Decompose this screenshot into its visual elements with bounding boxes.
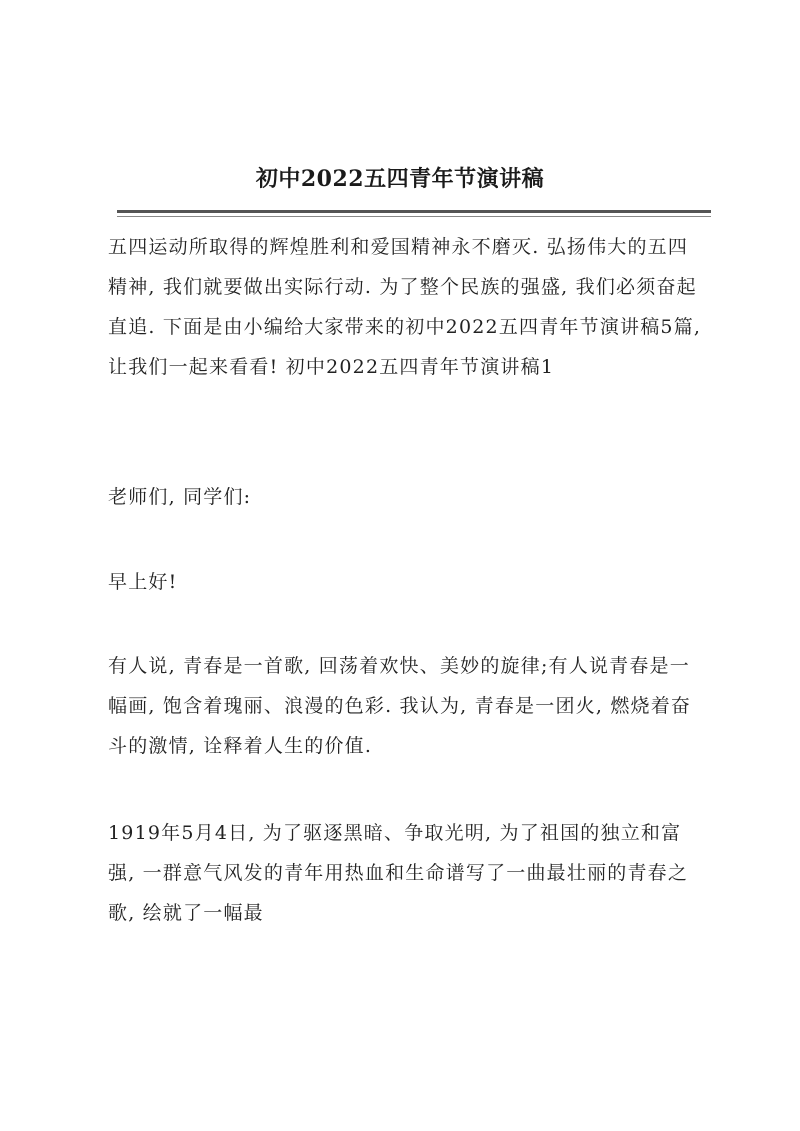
intro-paragraph: 五四运动所取得的辉煌胜利和爱国精神永不磨灭. 弘扬伟大的五四精神, 我们就要做出实际行动. 为了整个民族的强盛, 我们必须奋起直追. 下面是由小编给大家带来的初中2022五四青年节演讲稿5篇, 让我们一起来看看! 初中2022五四青年节演讲稿1 [108,236,702,378]
youth-paragraph: 有人说, 青春是一首歌, 回荡着欢快、美妙的旋律;有人说青春是一幅画, 饱含着瑰丽、浪漫的色彩. 我认为, 青春是一团火, 燃烧着奋斗的激情, 诠释着人生的价值. [108,655,692,757]
title-divider [117,210,711,213]
history-paragraph: 1919年5月4日, 为了驱逐黑暗、争取光明, 为了祖国的独立和富强, 一群意气风发的青年用热血和生命谱写了一曲最壮丽的青春之歌, 绘就了一幅最 [108,822,689,924]
document-title: 初中2022五四青年节演讲稿 [255,166,545,192]
greeting-paragraph: 老师们, 同学们: [108,486,252,508]
title-divider-thin [117,216,711,217]
morning-paragraph: 早上好! [108,571,178,593]
